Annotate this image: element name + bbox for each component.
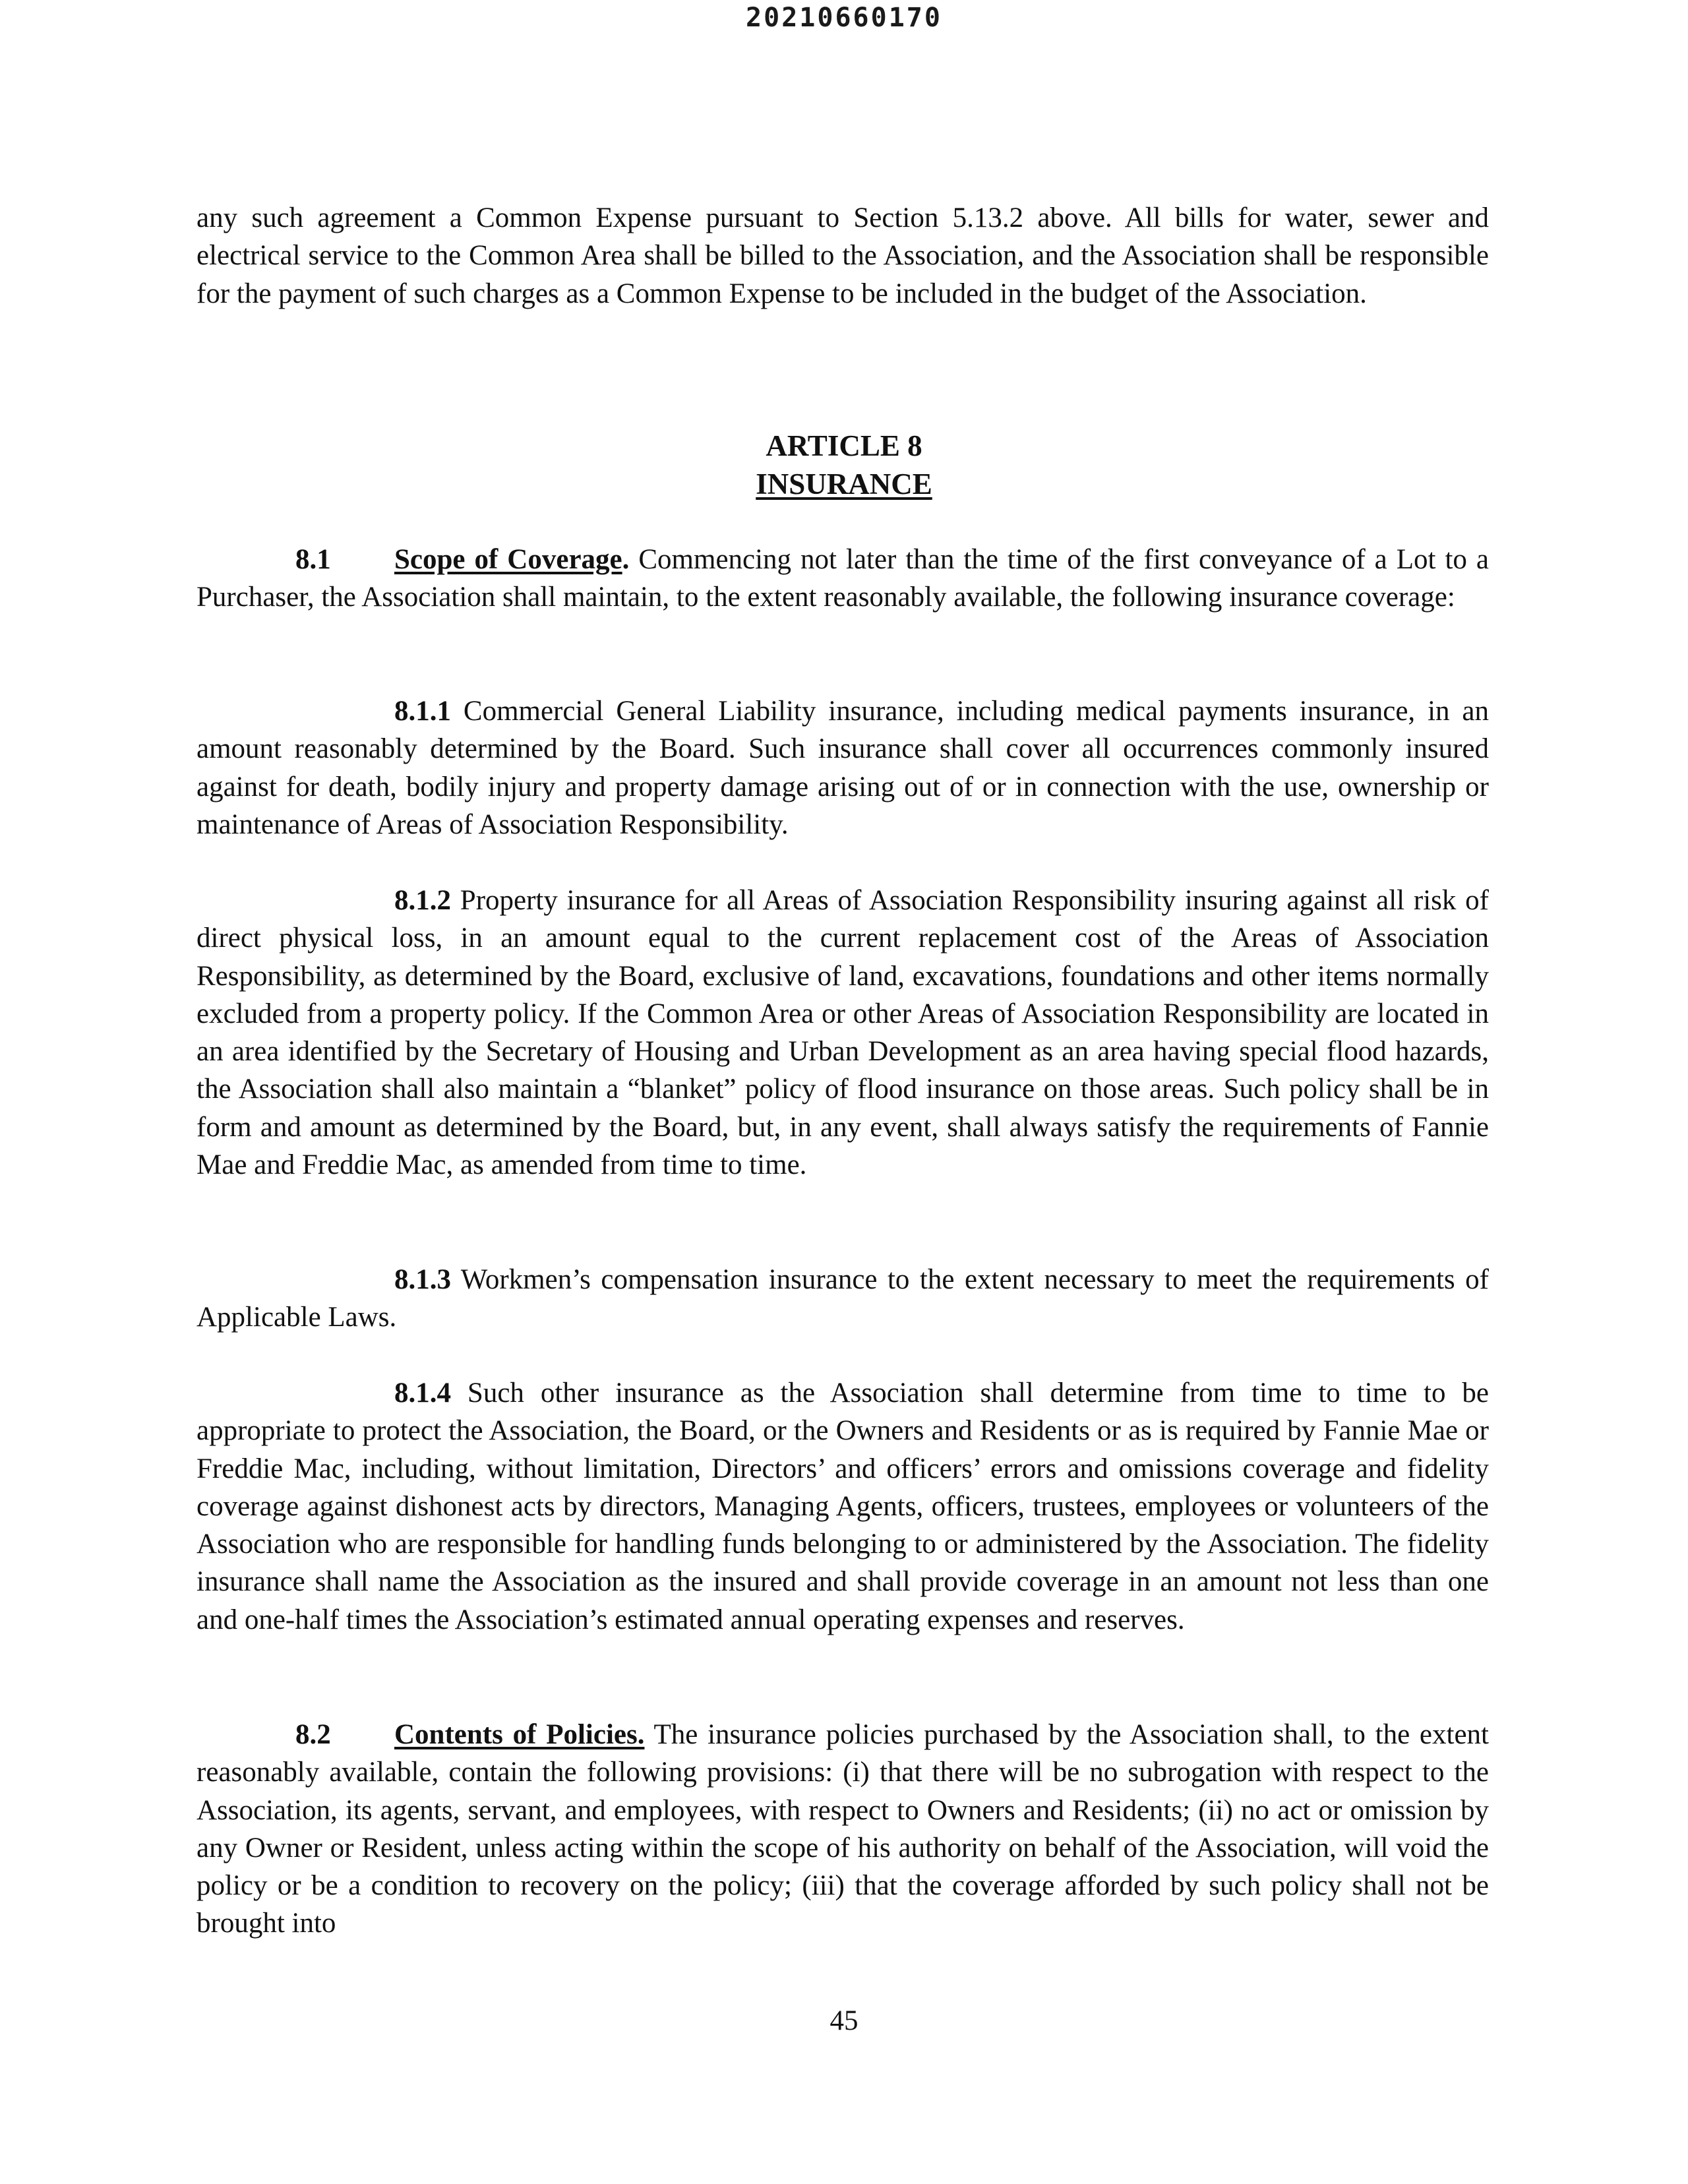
article-number: ARTICLE 8 — [766, 429, 922, 462]
section-number: 8.1.3 — [394, 1264, 451, 1295]
section-8-1-1 — [196, 692, 1489, 843]
section-title: Scope of Coverage — [394, 544, 622, 575]
section-title-punct: . — [622, 544, 630, 575]
section-text: The insurance policies purchased by the Association shall, to the extent reasonably available, contain the following provisions: (i) that there will be no subrogation with respect to the Association, its agents, servant, and employees, with respect to Owners and Residents; (ii) no act or omission by any Owner or Resident, unless acting within the scope of his authority on behalf of the Association, will void the policy or be a condition to recovery on the policy; (iii) that the coverage afforded by such policy shall not be brought into — [196, 1719, 1490, 1939]
section-number: 8.2 — [295, 1719, 331, 1750]
section-text: Such other insurance as the Association shall determine from time to time to be appropriate to protect the Association, the Board, or the Owners and Residents or as is required by Fannie Mae or Freddie Mac, including, without limitation, Directors’ and officers’ errors and omissions coverage and fidelity coverage against dishonest acts by directors, Managing Agents, officers, trustees, employees or volunteers of the Association who are responsible for handling funds belonging to or administered by the Association. The fidelity insurance shall name the Association as the insured and shall provide coverage in an amount not less than one and one-half times the Association’s estimated annual operating expenses and reserves. — [196, 1378, 1489, 1635]
section-8-1 — [196, 541, 1489, 617]
section-text: Commercial General Liability insurance, including medical payments insurance, in an amount reasonably determined by the Board. Such insurance shall cover all occurrences commonly insured against for death, bodily injury and property damage arising out of or in connection with the use, ownership or maintenance of Areas of Association Responsibility. — [196, 696, 1489, 840]
section-number: 8.1.2 — [394, 885, 451, 916]
document-number: 20210660170 — [746, 3, 942, 33]
section-8-1-4 — [196, 1374, 1489, 1639]
section-8-1-3 — [196, 1261, 1489, 1337]
section-text: Workmen’s compensation insurance to the extent necessary to meet the requirements of Applicable Laws. — [196, 1264, 1489, 1333]
intro-paragraph: any such agreement a Common Expense pursuant to Section 5.13.2 above. All bills for water, sewer and electrical service to the Common Area shall be billed to the Association, and the Association shall be responsible for the payment of such charges as a Common Expense to be included in the budget of the Association. — [196, 202, 1489, 309]
section-text: Commencing not later than the time of the first conveyance of a Lot to a Purchaser, the Association shall maintain, to the extent reasonably available, the following insurance coverage: — [196, 544, 1489, 613]
section-text: Property insurance for all Areas of Association Responsibility insuring against all risk of direct physical loss, in an amount equal to the current replacement cost of the Areas of Association Responsibility, as determined by the Board, exclusive of land, excavations, foundations and other items normally excluded from a property policy. If the Common Area or other Areas of Association Responsibility are located in an area identified by the Secretary of Housing and Urban Development as an area having special flood hazards, the Association shall also maintain a “blanket” policy of flood insurance on those areas. Such policy shall be in form and amount as determined by the Board, but, in any event, shall always satisfy the requirements of Fannie Mae and Freddie Mac, as amended from time to time. — [196, 885, 1489, 1181]
section-number: 8.1 — [295, 544, 331, 575]
section-number: 8.1.1 — [394, 696, 451, 727]
page-number: 45 — [829, 2005, 859, 2036]
section-8-2 — [196, 1716, 1489, 1943]
section-8-1-2 — [196, 882, 1489, 1184]
section-number: 8.1.4 — [394, 1378, 451, 1409]
article-title: INSURANCE — [756, 467, 932, 501]
section-title: Contents of Policies. — [394, 1719, 645, 1750]
article-heading — [0, 427, 1688, 503]
